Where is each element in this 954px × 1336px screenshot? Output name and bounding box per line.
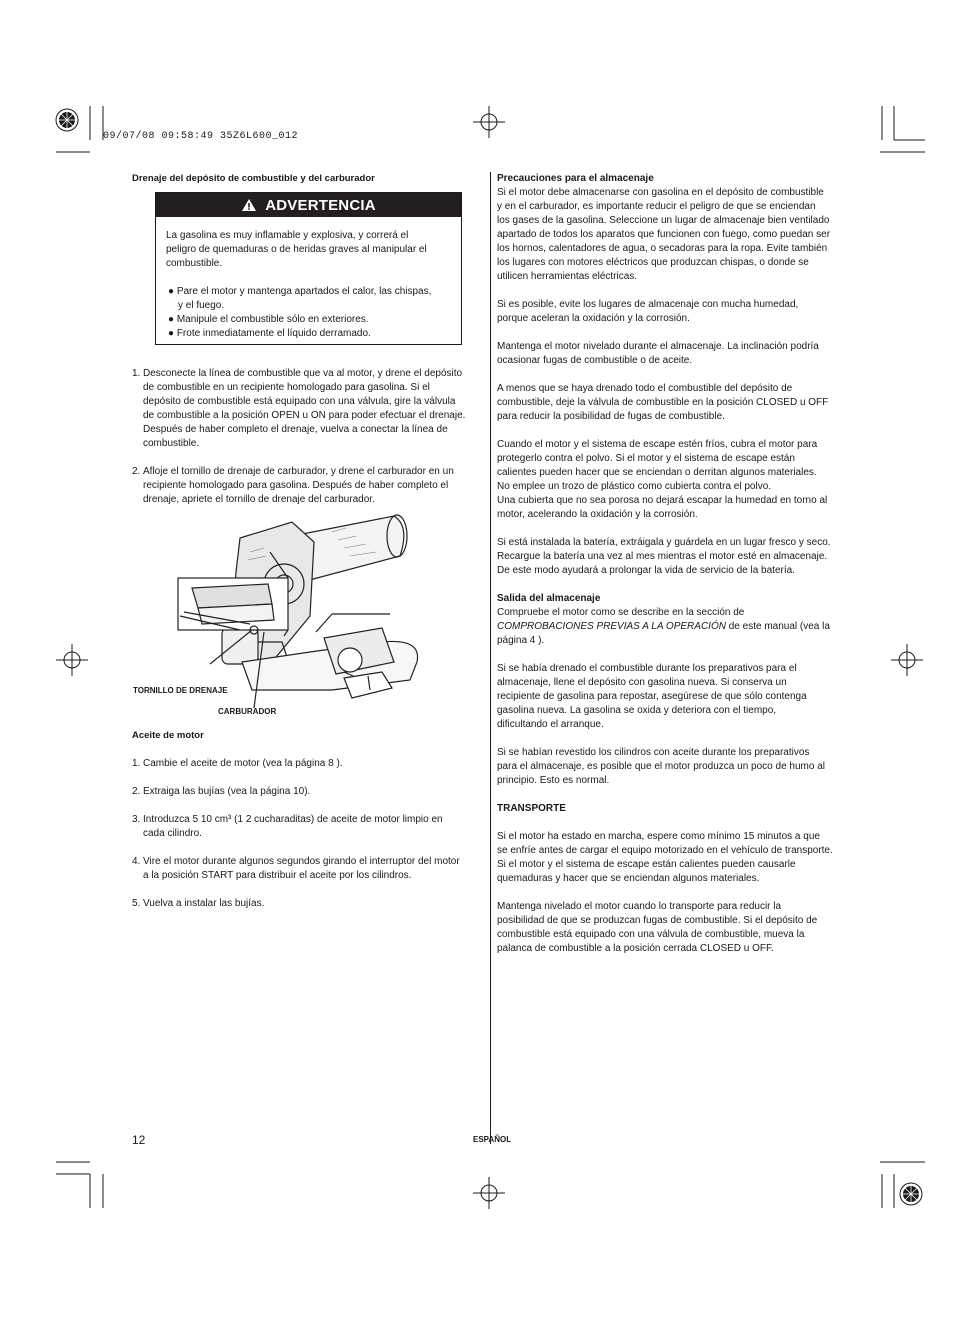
drain-heading: Drenaje del depósito de combustible y del carburador [132,173,375,184]
warning-triangle-icon [241,198,257,212]
list-item: 3. Introduzca 5 10 cm³ (1 2 cucharaditas) de aceite de motor limpio en cada cilindro. [132,814,443,839]
print-slug: 09/07/08 09:58:49 35Z6L600_012 [103,131,299,142]
transport-heading: TRANSPORTE [497,803,566,814]
paragraph: Mantenga nivelado el motor cuando lo transporte para reducir la posibilidad de que se produzcan fugas de combustible. Si el depósito de combustible está equipado con una válvula de combustible, mueva la palanca de combustible a la posición cerrada CLOSED u OFF. [497,901,818,954]
storage-heading: Precauciones para el almacenaje [497,173,654,184]
warning-bullet: ● Pare el motor y mantenga apartados el calor, las chispas, [168,286,432,297]
paragraph: Si es posible, evite los lugares de almacenaje con mucha humedad, porque aceleran la oxidación y la corrosión. [497,299,799,324]
warning-line: La gasolina es muy inflamable y explosiva, y correrá el [166,230,409,241]
warning-box [155,192,462,345]
right-column [497,172,857,970]
warning-bullet: ● Manipule el combustible sólo en exteriores. [168,314,369,325]
warning-header [156,193,461,217]
paragraph: Cuando el motor y el sistema de escape estén fríos, cubra el motor para protegerlo contra el polvo. Si el motor y el sistema de escape están calientes pueden hacer que se enciendan o derritan algunos materiales. No emplee un trozo de plástico como cubierta contra el polvo. Una cubierta que no sea porosa no dejará escapar la humedad en torno al motor, acelerando la oxidación y la corrosión. [497,439,828,520]
language-label: ESPAÑOL [473,1135,512,1144]
column-divider [490,172,491,1144]
paragraph: A menos que se haya drenado todo el combustible del depósito de combustible, deje la válvula de combustible en la posición CLOSED u OFF para reducir la posibilidad de fugas de combustible. [497,383,829,422]
warning-title: ADVERTENCIA [265,196,376,214]
list-item: 4. Vire el motor durante algunos segundos girando el interruptor del motor a la posición START para distribuir el aceite por los cilindros. [132,856,460,881]
warning-bullet: ● Frote inmediatamente el líquido derramado. [168,328,371,339]
oil-heading: Aceite de motor [132,730,204,741]
list-item: 2. Afloje el tornillo de drenaje de carburador, y drene el carburador en un recipiente homologado para gasolina. Después de haber completo el drenaje, apriete el tornillo de drenaje del carburador. [132,466,454,505]
exit-heading: Salida del almacenaje [497,593,601,604]
oil-steps [132,757,488,925]
paragraph: Si se había drenado el combustible durante los preparativos para el almacenaje, llene el depósito con gasolina nueva. Si conserva un recipiente de gasolina para repostar, asegúrese de que sólo contenga gasolina nueva. La gasolina se oxida y deteriora con el tiempo, dificultando el arranque. [497,663,807,730]
warning-line: combustible. [166,258,223,269]
caption-carburetor: CARBURADOR [218,707,277,716]
list-item: 2. Extraiga las bujías (vea la página 10). [132,786,311,797]
section-reference: COMPROBACIONES PREVIAS A LA OPERACIÓN [497,621,726,632]
drain-steps [132,367,488,521]
page-number: 12 [132,1133,146,1147]
list-item: 1. Desconecte la línea de combustible que va al motor, y drene el depósito de combustible en un recipiente homologado para gasolina. Si el depósito de combustible está equipado con una válvula, gire la válvula de combustible a la posición OPEN u ON para poder efectuar el drenaje. Después de haber completo el drenaje, vuelva a conectar la línea de combustible. [132,368,466,449]
paragraph: Si se habían revestido los cilindros con aceite durante los preparativos para el almacenaje, es posible que el motor produzca un poco de humo al principio. Esto es normal. [497,747,825,786]
list-item: 5. Vuelva a instalar las bujías. [132,898,265,909]
paragraph: Mantenga el motor nivelado durante el almacenaje. La inclinación podría ocasionar fugas de combustible o de aceite. [497,341,819,366]
warning-line: peligro de quemaduras o de heridas graves al manipular el [166,244,427,255]
paragraph: Si el motor debe almacenarse con gasolina en el depósito de combustible y en el carburador, es importante reducir el peligro de que se enciendan los gases de la gasolina. Seleccione un lugar de almacenaje bien ventilado apartado de todos los aparatos que funcionen con fuego, como puedan ser los hornos, calentadores de agua, o secadoras para la ropa. Evite también los lugares con motores eléctricos que produzcan chispas, o donde se utilicen herramientas eléctricas. [497,187,831,282]
caption-drain-screw: TORNILLO DE DRENAJE [133,686,228,695]
paragraph: Si está instalada la batería, extráigala y guárdela en un lugar fresco y seco. Recargue la batería una vez al mes mientras el motor esté en almacenaje. De este modo ayudará a prolongar la vida de servicio de la batería. [497,537,831,576]
list-item: 1. Cambie el aceite de motor (vea la página 8 ). [132,758,343,769]
paragraph: Compruebe el motor como se describe en la sección de COMPROBACIONES PREVIAS A LA OPERACIÓN de este manual (vea la página 4 ). [497,607,830,646]
paragraph: Si el motor ha estado en marcha, espere como mínimo 15 minutos a que se enfríe antes de cargar el equipo motorizado en el vehículo de transporte. Si el motor y el sistema de escape están calientes pueden causarle quemaduras y hacer que se enciendan algunos materiales. [497,831,833,884]
warning-bullet: y el fuego. [178,300,225,311]
